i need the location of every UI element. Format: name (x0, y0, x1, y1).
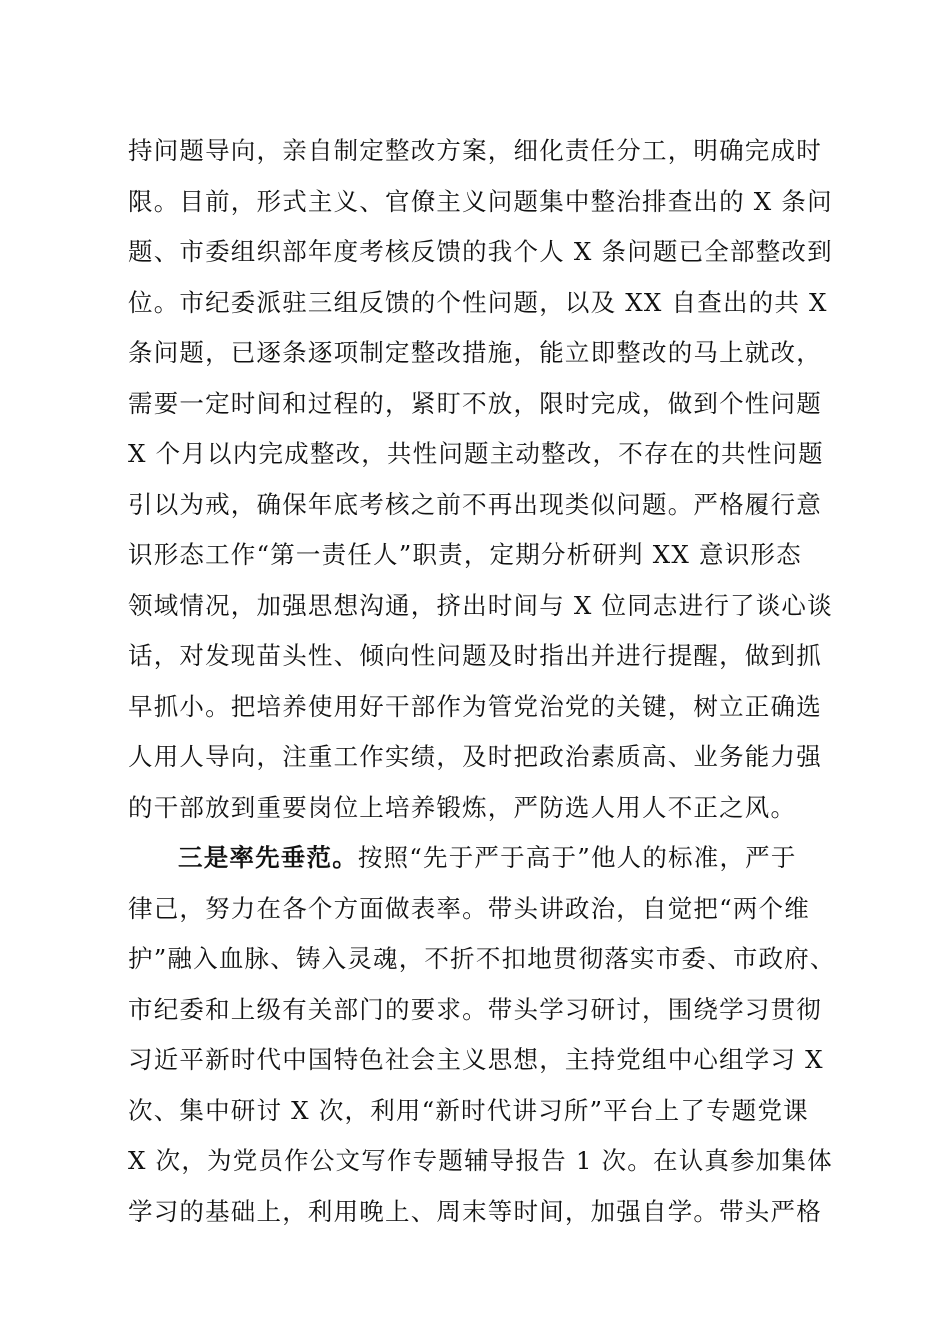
text-line: 位。市纪委派驻三组反馈的个性问题，以及 XX 自查出的共 X (128, 287, 828, 317)
text-line: 识形态工作“第一责任人”职责，定期分析研判 XX 意识形态 (128, 540, 802, 569)
text-line: 条问题，已逐条逐项制定整改措施，能立即整改的马上就改， (128, 338, 822, 367)
text-line: 市纪委和上级有关部门的要求。带头学习研讨，围绕学习贯彻 (128, 994, 822, 1024)
paragraph-first-line (128, 833, 828, 884)
text-line: 领域情况，加强思想沟通，挤出时间与 X 位同志进行了谈心谈 (128, 590, 833, 620)
text-line: 需要一定时间和过程的，紧盯不放，限时完成，做到个性问题 (128, 388, 822, 418)
text-line: 习近平新时代中国特色社会主义思想，主持党组中心组学习 X (128, 1045, 824, 1074)
text-line: 持问题导向，亲自制定整改方案，细化责任分工，明确完成时 (128, 136, 822, 165)
text-line: 早抓小。把培养使用好干部作为管党治党的关键，树立正确选 (128, 691, 822, 721)
text-line: X 个月以内完成整改，共性问题主动整改，不存在的共性问题 (128, 439, 824, 468)
text-line: 人用人导向，注重工作实绩，及时把政治素质高、业务能力强 (128, 742, 822, 771)
document-body (128, 126, 836, 1237)
text-line: 学习的基础上，利用晚上、周末等时间，加强自学。带头严格 (128, 1196, 822, 1226)
paragraph-2 (128, 833, 836, 1237)
text-line: 次、集中研讨 X 次，利用“新时代讲习所”平台上了专题党课 (128, 1095, 809, 1125)
text-line: 律己，努力在各个方面做表率。带头讲政治，自觉把“两个维 (128, 893, 810, 923)
text-line-rest: 按照“先于严于高于”他人的标准，严于 (357, 843, 797, 872)
text-line: 引以为戒，确保年底考核之前不再出现类似问题。严格履行意 (128, 489, 822, 519)
paragraph-lead-heading: 三是率先垂范。 (178, 843, 358, 872)
text-line: 话，对发现苗头性、倾向性问题及时指出并进行提醒，做到抓 (128, 641, 822, 670)
text-line: 题、市委组织部年度考核反馈的我个人 X 条问题已全部整改到 (128, 237, 833, 266)
paragraph-1 (128, 126, 833, 833)
text-line: 护”融入血脉、铸入灵魂，不折不扣地贯彻落实市委、市政府、 (128, 944, 836, 973)
text-line: 的干部放到重要岗位上培养锻炼，严防选人用人不正之风。 (128, 792, 797, 822)
text-line: 限。目前，形式主义、官僚主义问题集中整治排查出的 X 条问 (128, 186, 833, 216)
text-line: X 次，为党员作公文写作专题辅导报告 1 次。在认真参加集体 (128, 1146, 833, 1175)
